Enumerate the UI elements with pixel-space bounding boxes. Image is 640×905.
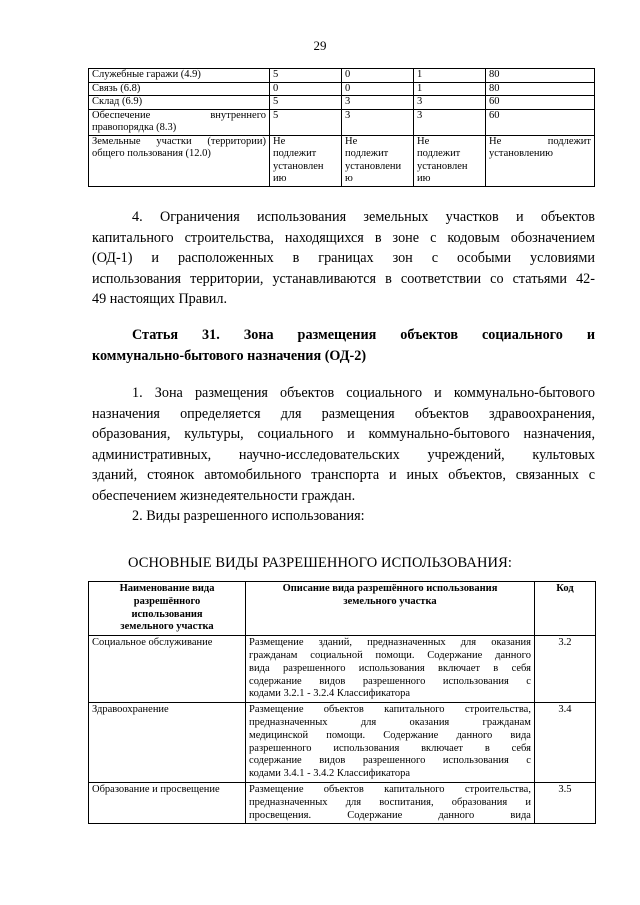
paragraph-1 — [92, 383, 595, 527]
table-cell: Служебные гаражи (4.9) — [89, 69, 270, 83]
table-cell — [89, 109, 270, 135]
table-cell: 60 — [486, 109, 595, 135]
table-row — [89, 782, 596, 823]
article-heading — [92, 325, 595, 366]
desc-line: кодами 3.4.1 - 3.4.2 Классификатора — [249, 768, 411, 780]
cell-line: правопорядка (8.3) — [92, 122, 177, 133]
cell-line: Земельные участки (территории) — [92, 135, 266, 147]
table-row — [89, 82, 595, 96]
text-line: использования территории, устанавливаются в соответствии со статьями 42- — [92, 270, 595, 287]
header-name — [89, 582, 246, 636]
header-line: разрешённого — [133, 595, 201, 607]
use-description — [246, 636, 535, 703]
cell-line: установлени — [345, 160, 402, 172]
table-cell: 0 — [342, 69, 414, 83]
desc-line: просвещения. Содержание данного вида — [249, 809, 531, 821]
use-code: 3.5 — [534, 782, 595, 823]
cell-line: Не — [345, 135, 358, 147]
cell-line: подлежит — [417, 148, 461, 159]
text-line: обеспечением жизнедеятельности граждан. — [92, 487, 356, 504]
table-row — [89, 69, 595, 83]
table-row — [89, 703, 596, 783]
text-line: 1. Зона размещения объектов социального и коммунально-бытового — [132, 385, 595, 401]
main-uses-title: ОСНОВНЫЕ ВИДЫ РАЗРЕШЕННОГО ИСПОЛЬЗОВАНИЯ: — [127, 555, 513, 571]
cell-line: Не подлежит — [489, 135, 591, 147]
table-cell: 3 — [342, 96, 414, 110]
cell-line: ию — [417, 173, 431, 184]
table-cell: 5 — [270, 109, 342, 135]
text-line: коммунально-бытового назначения (ОД-2) — [92, 347, 367, 364]
cell-line: Не — [273, 135, 286, 147]
text-line: 4. Ограничения использования земельных участков и объектов — [132, 209, 595, 225]
cell-line: ию — [273, 173, 287, 184]
text-line: 2. Виды разрешенного использования: — [132, 508, 365, 524]
cell-line: установлен — [273, 160, 324, 172]
table-cell: 5 — [270, 69, 342, 83]
table-cell: 80 — [486, 69, 595, 83]
desc-line: кодами 3.2.1 - 3.2.4 Классификатора — [249, 688, 411, 700]
desc-line: Размещение объектов капитального строительства, — [249, 783, 531, 795]
header-line: земельного участка — [120, 621, 214, 633]
cell-line: подлежит — [345, 148, 389, 159]
cell-line: Не — [417, 135, 430, 147]
desc-line: содержание видов разрешенного использования с — [249, 755, 531, 767]
table-row — [89, 109, 595, 135]
header-line: земельного участка — [343, 595, 437, 607]
table-cell: 0 — [270, 82, 342, 96]
table-cell: 3 — [342, 109, 414, 135]
use-description — [246, 782, 535, 823]
cell-line: Обеспечение внутреннего — [92, 109, 266, 121]
table-cell: 80 — [486, 82, 595, 96]
table-cell — [89, 135, 270, 186]
desc-line: гражданам социальной помощи. Содержание данного — [249, 649, 531, 661]
text-line: Статья 31. Зона размещения объектов социального и — [132, 327, 595, 343]
text-line: капитального строительства, находящихся в зоне с кодовым обозначением — [92, 229, 595, 246]
table-cell: 3 — [414, 109, 486, 135]
table-cell — [342, 135, 414, 186]
table-row — [89, 636, 596, 703]
desc-line: вида разрешенного использования включает в себя — [249, 662, 531, 674]
text-line: образования, культуры, социального и коммунально-бытового назначения, — [92, 426, 595, 442]
use-name: Образование и просвещение — [89, 782, 246, 823]
text-line: назначения определяется для размещения объектов здравоохранения, — [92, 405, 595, 422]
header-code: Код — [534, 582, 595, 636]
table-cell: 1 — [414, 69, 486, 83]
cell-line: подлежит — [273, 148, 317, 159]
header-line: Наименование вида — [119, 583, 215, 594]
use-code: 3.2 — [534, 636, 595, 703]
desc-line: содержание видов разрешенного использования с — [249, 675, 531, 687]
uses-table — [88, 581, 596, 824]
cell-line: установлению — [489, 148, 553, 159]
text-line: зданий, стоянок автомобильного транспорта и иных объектов, связанных с — [92, 467, 595, 483]
table-cell — [486, 135, 595, 186]
table-header-row — [89, 582, 596, 636]
desc-line: Размещение зданий, предназначенных для оказания — [249, 637, 531, 649]
header-line: Описание вида разрешённого использования — [282, 583, 498, 594]
desc-line: разрешенного использования включает в себя — [249, 742, 531, 754]
text-line: административных, научно-исследовательских учреждений, культовых — [92, 446, 595, 463]
table-cell: Склад (6.9) — [89, 96, 270, 110]
use-name: Здравоохранение — [89, 703, 246, 783]
use-code: 3.4 — [534, 703, 595, 783]
paragraph-4 — [92, 207, 595, 310]
desc-line: предназначенных для оказания гражданам — [249, 716, 531, 728]
cell-line: ю — [345, 173, 353, 184]
table-cell: 3 — [414, 96, 486, 110]
header-desc — [246, 582, 535, 636]
page-number: 29 — [313, 38, 327, 53]
use-description — [246, 703, 535, 783]
use-name: Социальное обслуживание — [89, 636, 246, 703]
cell-line: общего пользования (12.0) — [92, 148, 211, 159]
text-line: (ОД-1) и расположенных в границах зон с особыми условиями — [92, 250, 595, 266]
table-cell: 60 — [486, 96, 595, 110]
desc-line: медицинской помощи. Содержание данного вида — [249, 729, 531, 741]
table-cell: 5 — [270, 96, 342, 110]
table-cell: Связь (6.8) — [89, 82, 270, 96]
table-cell: 0 — [342, 82, 414, 96]
table-row — [89, 96, 595, 110]
table-cell — [414, 135, 486, 186]
limits-table — [88, 68, 595, 187]
text-line: 49 настоящих Правил. — [92, 291, 227, 307]
table-cell — [270, 135, 342, 186]
table-row — [89, 135, 595, 186]
desc-line: Размещение объектов капитального строительства, — [249, 704, 531, 716]
header-line: использования — [131, 608, 203, 620]
cell-line: установлен — [417, 160, 468, 172]
desc-line: предназначенных для воспитания, образования и — [249, 796, 531, 808]
table-cell: 1 — [414, 82, 486, 96]
